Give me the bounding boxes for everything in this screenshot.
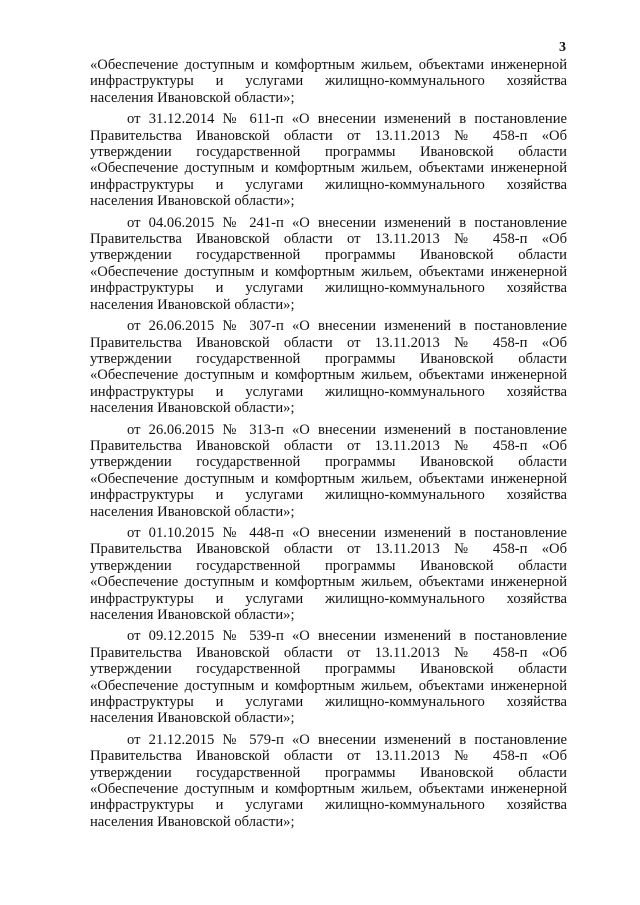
paragraph-line: Правительства Ивановской области от 13.11.2013 № 458-п «Об <box>90 334 567 351</box>
paragraph-line: населения Ивановской области»; <box>90 193 295 210</box>
page-number: 3 <box>559 40 566 55</box>
paragraph-line: инфраструктуры и услугами жилищно-коммунального хозяйства <box>90 590 567 607</box>
intro-paragraph <box>90 57 567 106</box>
paragraph-line: от 01.10.2015 № 448-п «О внесении изменений в постановление <box>127 524 567 541</box>
paragraph-line: населения Ивановской области»; <box>90 813 295 830</box>
paragraph-line: от 04.06.2015 № 241-п «О внесении изменений в постановление <box>127 214 567 231</box>
paragraph-line: утверждении государственной программы Ивановской области <box>90 557 567 574</box>
paragraph-line: инфраструктуры и услугами жилищно-коммунального хозяйства <box>90 73 567 90</box>
decree-entry-579 <box>90 732 567 830</box>
paragraph-line: инфраструктуры и услугами жилищно-коммунального хозяйства <box>90 694 567 711</box>
paragraph-line: утверждении государственной программы Ивановской области <box>90 764 567 781</box>
decree-entry-448 <box>90 525 567 623</box>
paragraph-line: Правительства Ивановской области от 13.11.2013 № 458-п «Об <box>90 127 567 144</box>
paragraph-line: инфраструктуры и услугами жилищно-коммунального хозяйства <box>90 176 567 193</box>
paragraph-line: «Обеспечение доступным и комфортным жильем, объектами инженерной <box>90 677 567 694</box>
paragraph-line: населения Ивановской области»; <box>90 503 295 520</box>
paragraph-line: Правительства Ивановской области от 13.11.2013 № 458-п «Об <box>90 231 567 248</box>
paragraph-line: утверждении государственной программы Ивановской области <box>90 350 567 367</box>
paragraph-line: «Обеспечение доступным и комфортным жильем, объектами инженерной <box>90 160 567 177</box>
document-body <box>90 57 567 835</box>
paragraph-line: инфраструктуры и услугами жилищно-коммунального хозяйства <box>90 797 567 814</box>
paragraph-line: Правительства Ивановской области от 13.11.2013 № 458-п «Об <box>90 437 567 454</box>
paragraph-line: «Обеспечение доступным и комфортным жильем, объектами инженерной <box>90 470 567 487</box>
paragraph-line: инфраструктуры и услугами жилищно-коммунального хозяйства <box>90 383 567 400</box>
paragraph-line: утверждении государственной программы Ивановской области <box>90 661 567 678</box>
decree-entry-611 <box>90 111 567 209</box>
paragraph-line: инфраструктуры и услугами жилищно-коммунального хозяйства <box>90 280 567 297</box>
paragraph-line: населения Ивановской области»; <box>90 607 295 623</box>
paragraph-line: от 21.12.2015 № 579-п «О внесении изменений в постановление <box>127 731 567 748</box>
paragraph-line: населения Ивановской области»; <box>90 710 295 727</box>
paragraph-line: от 09.12.2015 № 539-п «О внесении изменений в постановление <box>127 628 567 645</box>
paragraph-line: Правительства Ивановской области от 13.11.2013 № 458-п «Об <box>90 644 567 661</box>
paragraph-line: от 26.06.2015 № 313-п «О внесении изменений в постановление <box>127 421 567 438</box>
paragraph-line: инфраструктуры и услугами жилищно-коммунального хозяйства <box>90 487 567 504</box>
decree-entry-307 <box>90 318 567 416</box>
paragraph-line: утверждении государственной программы Ивановской области <box>90 454 567 471</box>
paragraph-line: «Обеспечение доступным и комфортным жильем, объектами инженерной <box>90 367 567 384</box>
paragraph-line: «Обеспечение доступным и комфортным жильем, объектами инженерной <box>90 57 567 73</box>
decree-entry-539 <box>90 628 567 726</box>
paragraph-line: утверждении государственной программы Ивановской области <box>90 144 567 161</box>
paragraph-line: Правительства Ивановской области от 13.11.2013 № 458-п «Об <box>90 748 567 765</box>
paragraph-line: от 26.06.2015 № 307-п «О внесении изменений в постановление <box>127 318 567 335</box>
paragraph-line: от 31.12.2014 № 611-п «О внесении изменений в постановление <box>127 111 567 128</box>
paragraph-line: утверждении государственной программы Ивановской области <box>90 247 567 264</box>
paragraph-line: населения Ивановской области»; <box>90 400 295 417</box>
paragraph-line: населения Ивановской области»; <box>90 296 295 313</box>
paragraph-line: «Обеспечение доступным и комфортным жильем, объектами инженерной <box>90 574 567 591</box>
paragraph-line: населения Ивановской области»; <box>90 89 295 106</box>
decree-entry-313 <box>90 422 567 520</box>
decree-entry-241 <box>90 215 567 313</box>
paragraph-line: «Обеспечение доступным и комфортным жильем, объектами инженерной <box>90 263 567 280</box>
paragraph-line: «Обеспечение доступным и комфортным жильем, объектами инженерной <box>90 781 567 798</box>
paragraph-line: Правительства Ивановской области от 13.11.2013 № 458-п «Об <box>90 541 567 558</box>
